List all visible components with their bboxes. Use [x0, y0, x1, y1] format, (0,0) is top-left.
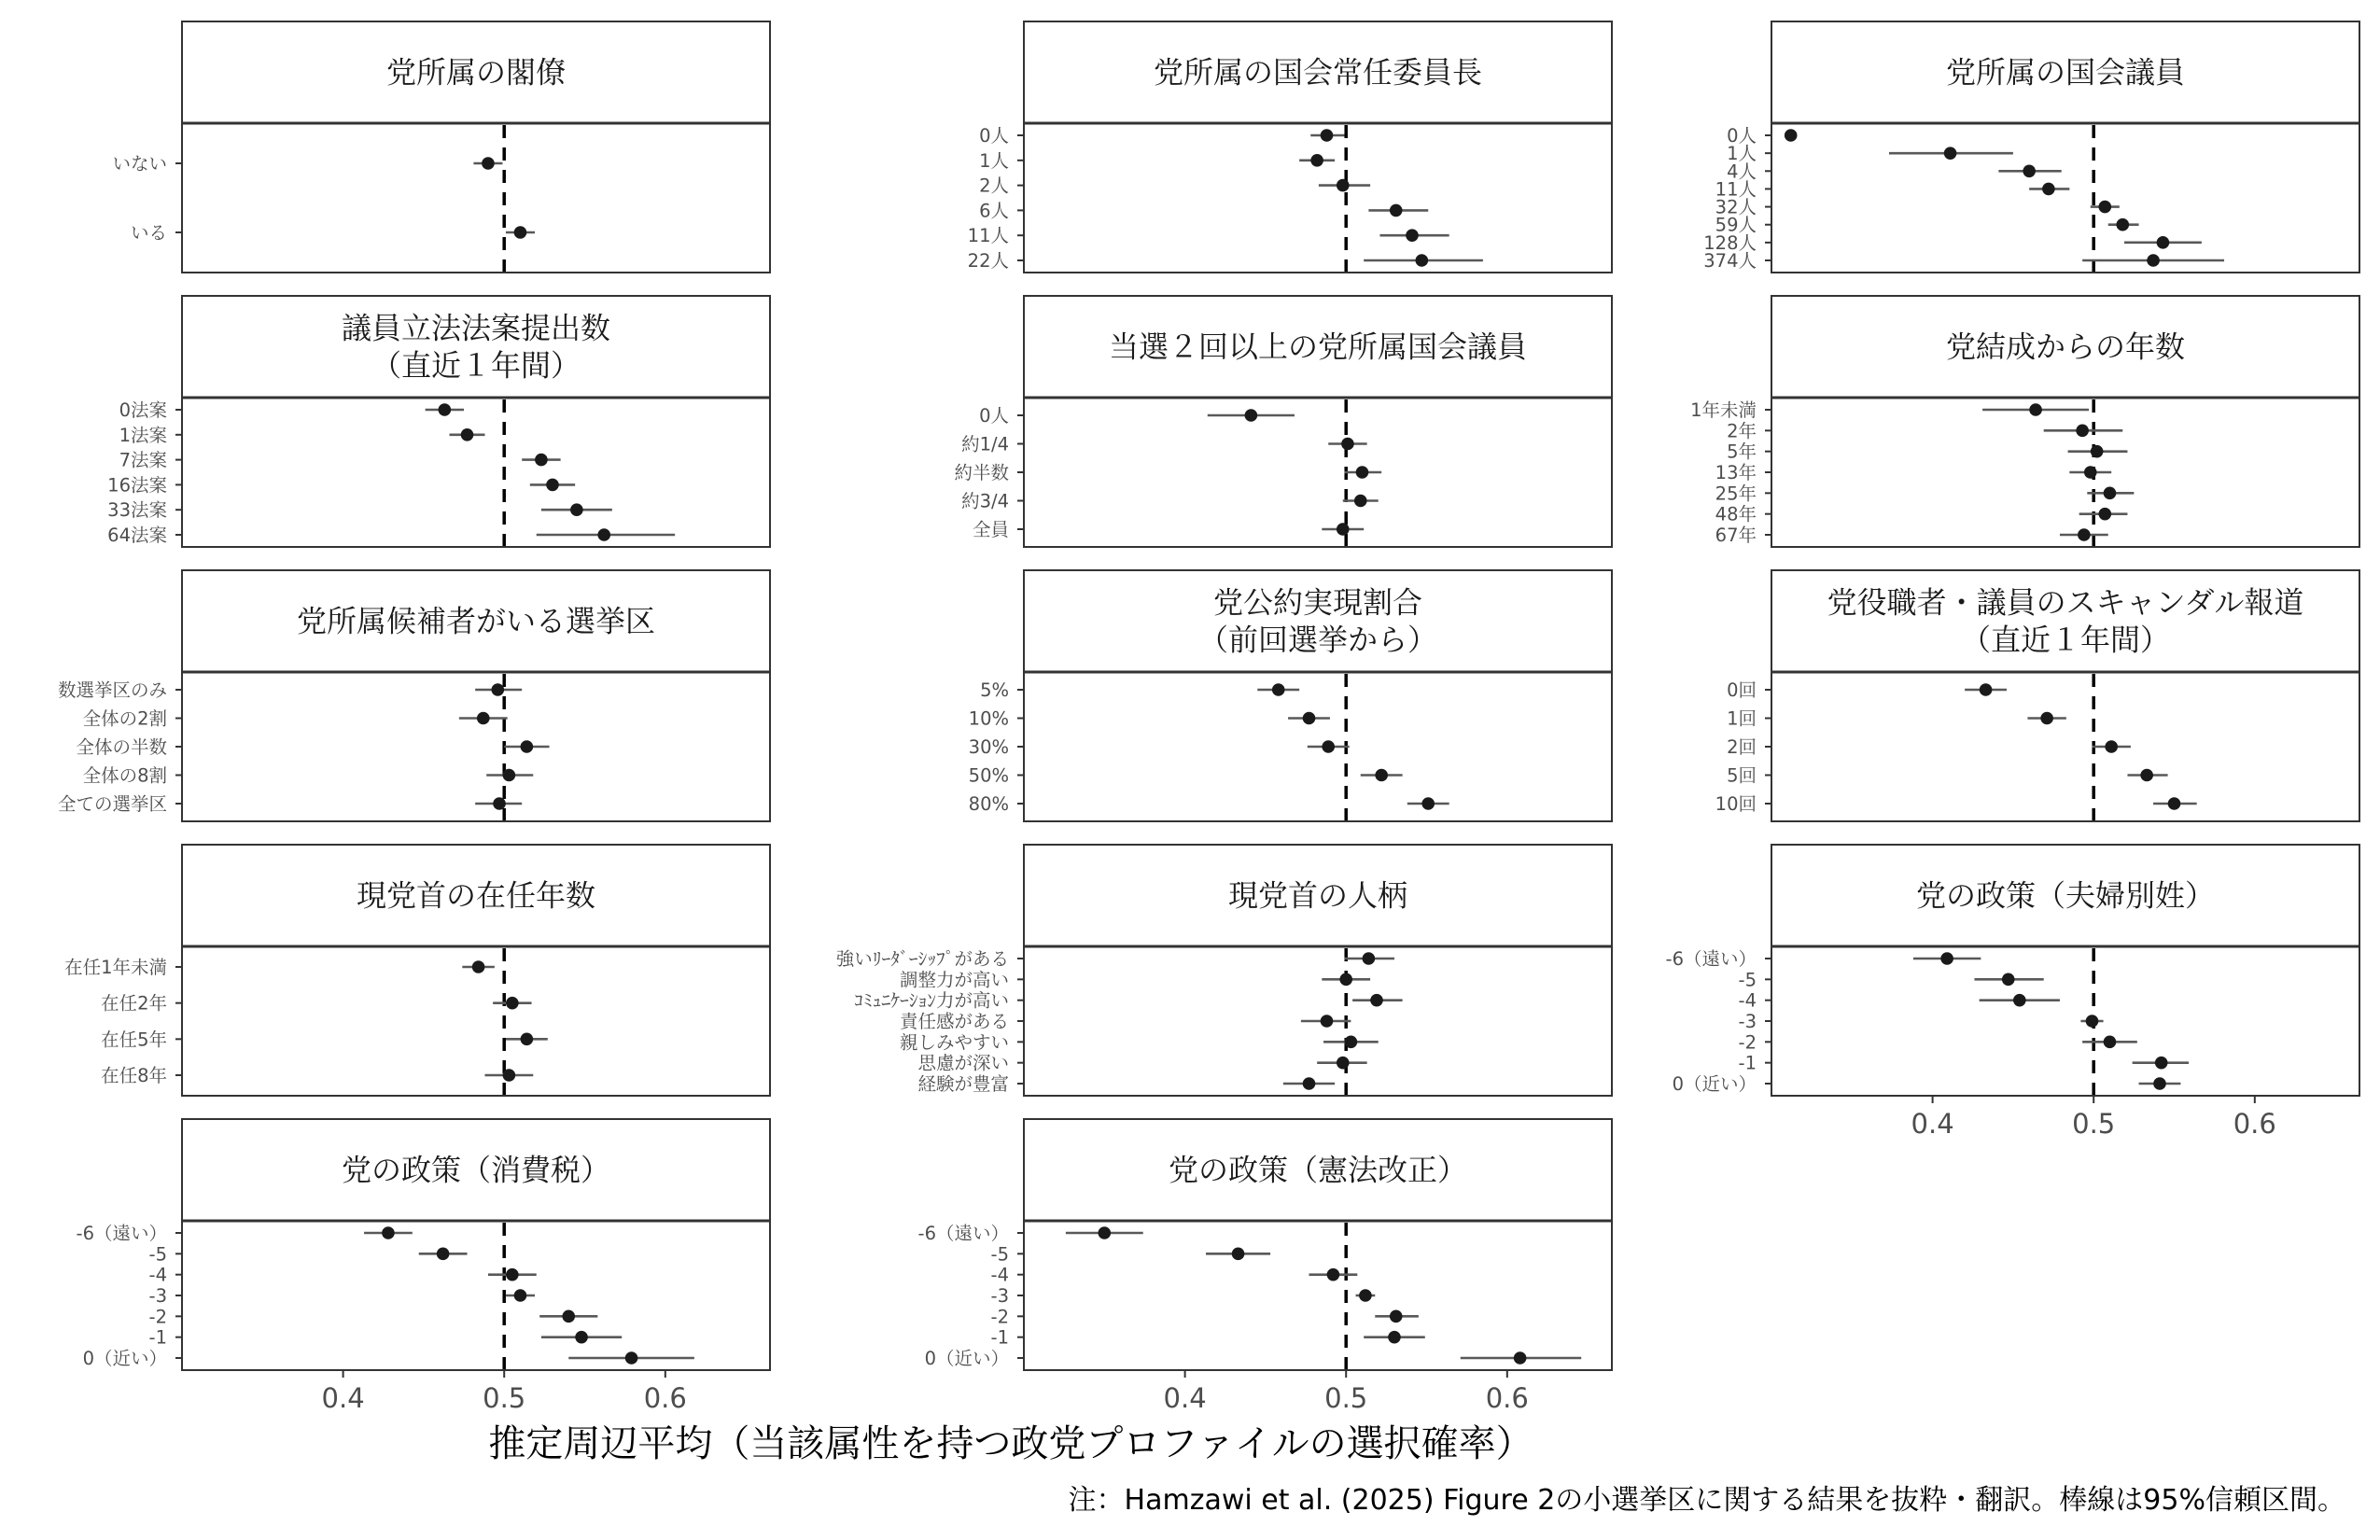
y-tick-label: 80% — [968, 793, 1009, 815]
estimate-point — [1339, 973, 1352, 987]
estimate-point — [1272, 683, 1285, 696]
y-tick-label: 強いﾘｰﾀﾞｰｼｯﾌﾟがある — [835, 948, 1009, 970]
y-tick-label: 0法案 — [119, 399, 167, 421]
estimate-point — [521, 1033, 534, 1046]
y-tick-label: -6（遠い） — [76, 1223, 167, 1244]
y-tick-label: -2 — [148, 1306, 167, 1328]
estimate-point — [1337, 179, 1350, 192]
panel-frame — [1771, 672, 2359, 821]
estimate-point — [2078, 528, 2091, 541]
estimate-point — [546, 479, 559, 492]
estimate-point — [477, 712, 490, 725]
y-tick-label: 11人 — [1715, 178, 1757, 201]
facet-panel — [969, 570, 1612, 821]
panel-frame — [182, 672, 770, 821]
x-tick-label: 0.6 — [1485, 1382, 1529, 1414]
facet-title: 党結成からの年数 — [1945, 329, 2186, 365]
panel-frame — [1024, 1221, 1612, 1370]
estimate-point — [461, 428, 474, 441]
y-tick-label: -3 — [990, 1285, 1009, 1307]
estimate-point — [1421, 797, 1435, 810]
estimate-point — [514, 1289, 527, 1302]
y-tick-label: 0（近い） — [1672, 1073, 1757, 1095]
estimate-point — [1980, 683, 1993, 696]
panel-frame — [1024, 398, 1612, 547]
y-tick-label: 2人 — [979, 175, 1009, 197]
y-tick-label: 調整力が高い — [899, 969, 1009, 991]
y-tick-label: -2 — [1738, 1031, 1757, 1054]
estimate-point — [2140, 769, 2153, 782]
estimate-point — [472, 960, 485, 973]
estimate-point — [492, 683, 505, 696]
facet-panel — [1666, 845, 2359, 1140]
facet-panel — [918, 1119, 1612, 1414]
estimate-point — [1390, 204, 1403, 217]
estimate-point — [1406, 229, 1419, 242]
y-tick-label: -2 — [990, 1306, 1009, 1328]
y-tick-label: 10% — [968, 707, 1009, 730]
y-tick-label: -3 — [148, 1285, 167, 1307]
y-tick-label: 32人 — [1715, 196, 1757, 218]
panel-frame — [182, 398, 770, 547]
estimate-point — [2084, 466, 2097, 479]
panel-frame — [182, 1221, 770, 1370]
estimate-point — [535, 454, 548, 467]
y-tick-label: 374人 — [1703, 250, 1757, 272]
estimate-point — [1356, 466, 1369, 479]
facet-title: 党役職者・議員のスキャンダル報道 — [1827, 584, 2304, 621]
y-tick-label: 50% — [968, 764, 1009, 787]
facet-panel — [954, 296, 1612, 547]
facet-title: 現党首の在任年数 — [356, 877, 596, 914]
y-tick-label: -6（遠い） — [1665, 948, 1757, 970]
estimate-point — [1354, 495, 1367, 508]
y-tick-label: -1 — [1738, 1052, 1757, 1074]
y-tick-label: 0（近い） — [82, 1348, 167, 1369]
y-tick-label: 全ての選挙区 — [57, 793, 167, 815]
estimate-point — [437, 1248, 450, 1261]
y-tick-label: 1法案 — [119, 424, 167, 446]
estimate-point — [503, 1069, 516, 1082]
y-tick-label: 4人 — [1727, 161, 1757, 183]
estimate-point — [439, 403, 452, 416]
estimate-point — [2029, 403, 2042, 416]
x-tick-label: 0.6 — [2233, 1108, 2276, 1140]
y-tick-label: -5 — [990, 1243, 1009, 1266]
y-tick-label: -4 — [148, 1264, 167, 1286]
y-tick-label: 5% — [980, 679, 1009, 701]
y-tick-label: 在任8年 — [101, 1065, 167, 1086]
y-tick-label: 1回 — [1727, 707, 1757, 730]
y-tick-label: いない — [112, 153, 167, 175]
panel-frame — [1771, 123, 2359, 273]
y-tick-label: 1人 — [979, 149, 1009, 172]
y-tick-label: 64法案 — [107, 525, 167, 546]
x-tick-label: 0.5 — [2072, 1108, 2116, 1140]
y-tick-label: 2年 — [1727, 420, 1757, 442]
figure-note: 注：Hamzawi et al. (2025) Figure 2の小選挙区に関する結果を抜粋・翻訳。棒線は95%信頼区間。 — [1068, 1484, 2345, 1517]
estimate-point — [482, 157, 495, 170]
estimate-point — [1232, 1248, 1245, 1261]
estimate-point — [382, 1226, 395, 1239]
y-tick-label: 1人 — [1727, 143, 1757, 165]
facet-panel — [58, 570, 770, 821]
y-tick-label: -4 — [990, 1264, 1009, 1286]
y-tick-label: 11人 — [967, 225, 1009, 247]
estimate-point — [597, 528, 610, 541]
estimate-point — [2104, 487, 2117, 500]
x-axis-title: 推定周辺平均（当該属性を持つ政党プロファイルの選択確率） — [488, 1422, 1533, 1465]
y-tick-label: -3 — [1738, 1011, 1757, 1032]
y-tick-label: 0人 — [979, 125, 1009, 147]
estimate-point — [1363, 952, 1376, 965]
facet-title: 党所属の国会議員 — [1945, 54, 2186, 91]
facet-title: 党の政策（消費税） — [341, 1152, 611, 1188]
estimate-point — [1944, 147, 1957, 160]
estimate-point — [1388, 1331, 1401, 1344]
facet-panel — [1690, 296, 2359, 547]
y-tick-label: -1 — [990, 1326, 1009, 1349]
estimate-point — [2105, 740, 2118, 753]
y-tick-label: 22人 — [967, 250, 1009, 272]
estimate-point — [1322, 740, 1335, 753]
y-tick-label: 在任5年 — [101, 1029, 167, 1051]
y-tick-label: ｺﾐｭﾆｹｰｼｮﾝ力が高い — [854, 989, 1009, 1012]
estimate-point — [2098, 508, 2111, 521]
facet-panels — [58, 21, 2359, 1414]
y-tick-label: 全体の8割 — [82, 764, 167, 787]
y-tick-label: いる — [130, 222, 167, 244]
y-tick-label: 7法案 — [119, 449, 167, 471]
facet-title: （直近１年間） — [1960, 622, 2171, 658]
facet-panel — [836, 845, 1612, 1096]
estimate-point — [570, 503, 583, 516]
estimate-point — [2155, 1057, 2168, 1070]
estimate-point — [1390, 1310, 1403, 1323]
y-tick-label: 在任2年 — [101, 992, 167, 1015]
panel-frame — [1771, 946, 2359, 1096]
y-tick-label: 13年 — [1715, 462, 1757, 483]
facet-title: 党所属候補者がいる選挙区 — [296, 603, 656, 639]
y-tick-label: 0（近い） — [924, 1348, 1009, 1369]
estimate-point — [1099, 1226, 1112, 1239]
facet-title: （前回選挙から） — [1197, 622, 1438, 658]
estimate-point — [2168, 797, 2181, 810]
estimate-point — [2091, 445, 2104, 458]
estimate-point — [1341, 438, 1354, 451]
y-tick-label: 5回 — [1727, 764, 1757, 787]
estimate-point — [2076, 425, 2089, 438]
estimate-point — [1370, 994, 1383, 1007]
facet-title: 党の政策（憲法改正） — [1168, 1152, 1468, 1188]
facet-panel — [1703, 21, 2359, 273]
facet-panel — [77, 1119, 770, 1414]
y-tick-label: 0人 — [1727, 125, 1757, 147]
facet-title: 当選２回以上の党所属国会議員 — [1108, 329, 1528, 365]
y-tick-label: 67年 — [1715, 525, 1757, 546]
y-tick-label: 約1/4 — [961, 433, 1009, 455]
facet-panel — [64, 845, 770, 1096]
y-tick-label: 16法案 — [107, 474, 167, 497]
estimate-point — [1940, 952, 1953, 965]
y-tick-label: 全体の2割 — [82, 707, 167, 730]
y-tick-label: 約半数 — [954, 462, 1009, 483]
y-tick-label: 59人 — [1715, 214, 1757, 236]
estimate-point — [2013, 994, 2026, 1007]
estimate-point — [1337, 523, 1350, 536]
y-tick-label: 25年 — [1715, 483, 1757, 505]
facet-title: 党所属の閣僚 — [385, 54, 567, 91]
y-tick-label: 0回 — [1727, 679, 1757, 701]
estimate-point — [1785, 129, 1798, 142]
x-tick-label: 0.4 — [321, 1382, 365, 1414]
facet-panel — [112, 21, 770, 273]
estimate-point — [514, 226, 527, 239]
panel-frame — [1024, 123, 1612, 273]
y-tick-label: 5年 — [1727, 441, 1757, 463]
estimate-point — [506, 997, 519, 1010]
estimate-point — [2023, 164, 2036, 177]
estimate-point — [2086, 1015, 2099, 1028]
estimate-point — [2157, 236, 2170, 249]
estimate-point — [1327, 1268, 1340, 1281]
y-tick-label: 思慮が深い — [917, 1052, 1009, 1074]
estimate-point — [2040, 712, 2053, 725]
estimate-point — [2098, 201, 2111, 214]
estimate-point — [1245, 409, 1258, 422]
x-tick-label: 0.6 — [643, 1382, 687, 1414]
y-tick-label: 2回 — [1727, 736, 1757, 758]
facet-title: 党公約実現割合 — [1212, 584, 1423, 621]
y-tick-label: 数選挙区のみ — [57, 679, 167, 701]
y-tick-label: 経験が豊富 — [917, 1073, 1009, 1095]
y-tick-label: 在任1年未満 — [64, 957, 167, 978]
y-tick-label: -5 — [1738, 969, 1757, 991]
estimate-point — [2002, 973, 2015, 987]
estimate-point — [506, 1268, 519, 1281]
x-tick-label: 0.5 — [1324, 1382, 1368, 1414]
y-tick-label: -6（遠い） — [917, 1223, 1009, 1244]
y-tick-label: 責任感がある — [899, 1011, 1009, 1032]
estimate-point — [493, 797, 506, 810]
estimate-point — [2116, 218, 2129, 231]
estimate-point — [1321, 1015, 1334, 1028]
estimate-point — [1321, 129, 1334, 142]
estimate-point — [521, 740, 534, 753]
y-tick-label: 全員 — [972, 519, 1009, 540]
facet-title: （直近１年間） — [371, 347, 581, 384]
facet-title: 党所属の国会常任委員長 — [1153, 54, 1483, 91]
x-tick-label: 0.5 — [483, 1382, 526, 1414]
estimate-point — [2042, 183, 2055, 196]
x-tick-label: 0.4 — [1163, 1382, 1207, 1414]
estimate-point — [2147, 254, 2160, 267]
estimate-point — [1375, 769, 1388, 782]
facet-title: 現党首の人柄 — [1227, 877, 1408, 914]
y-tick-label: 6人 — [979, 200, 1009, 222]
y-tick-label: 128人 — [1703, 231, 1757, 254]
estimate-point — [1303, 712, 1316, 725]
y-tick-label: 親しみやすい — [899, 1031, 1009, 1054]
y-tick-label: 1年未満 — [1690, 399, 1757, 421]
estimate-point — [1514, 1351, 1527, 1365]
estimate-point — [1337, 1057, 1350, 1070]
estimate-point — [503, 769, 516, 782]
estimate-point — [2104, 1036, 2117, 1049]
y-tick-label: -4 — [1738, 989, 1757, 1012]
facet-title: 議員立法法案提出数 — [341, 310, 611, 346]
y-tick-label: 0人 — [979, 405, 1009, 427]
estimate-point — [2153, 1077, 2166, 1090]
facet-panel — [1715, 570, 2359, 821]
y-tick-label: 30% — [968, 736, 1009, 758]
y-tick-label: 33法案 — [107, 499, 167, 522]
facet-title: 党の政策（夫婦別姓） — [1915, 877, 2216, 914]
estimate-point — [625, 1351, 638, 1365]
y-tick-label: 48年 — [1715, 503, 1757, 525]
y-tick-label: -5 — [148, 1243, 167, 1266]
estimate-point — [562, 1310, 575, 1323]
x-tick-label: 0.4 — [1911, 1108, 1954, 1140]
y-tick-label: 10回 — [1715, 793, 1757, 815]
estimate-point — [575, 1331, 588, 1344]
y-tick-label: 約3/4 — [961, 490, 1009, 512]
estimate-point — [1345, 1036, 1358, 1049]
estimate-point — [1359, 1289, 1372, 1302]
panel-frame — [1771, 398, 2359, 547]
facet-panel — [107, 296, 770, 547]
facet-panel — [968, 21, 1612, 273]
y-tick-label: 全体の半数 — [76, 736, 167, 758]
y-tick-label: -1 — [148, 1326, 167, 1349]
estimate-point — [1416, 254, 1429, 267]
estimate-point — [1310, 154, 1323, 167]
panel-frame — [182, 123, 770, 273]
estimate-point — [1303, 1077, 1316, 1090]
